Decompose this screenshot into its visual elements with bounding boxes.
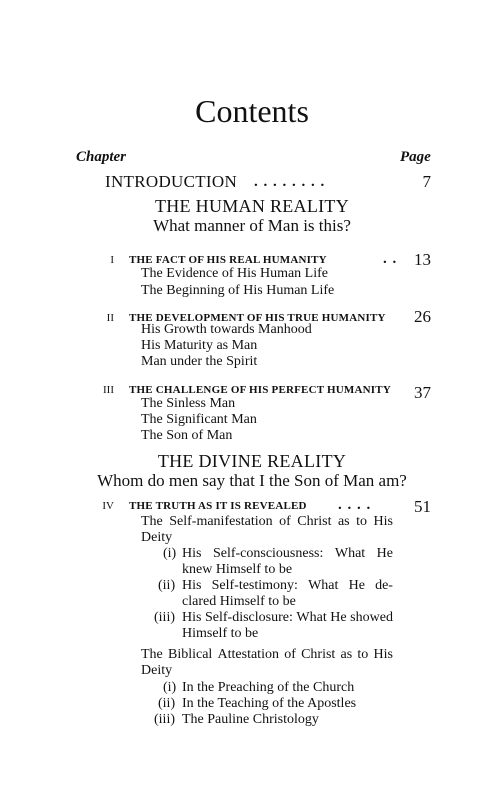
chapter-column-header: Chapter (76, 149, 127, 165)
chapter-title: THE CHALLENGE OF HIS PERFECT HUMANITY (129, 384, 391, 396)
chapter-page-number: 26 (414, 307, 431, 326)
part-subheading-human-reality: What manner of Man is this? (153, 216, 351, 235)
section-entry: His Growth towards Manhood (141, 322, 312, 337)
section-entry: The Self-manifestation of Christ as to His (141, 514, 393, 529)
sub-item-entry: His Self-disclosure: What He showed (182, 610, 393, 625)
item-numeral: (ii) (158, 696, 176, 711)
section-entry: The Beginning of His Human Life (141, 283, 335, 298)
section-entry: His Maturity as Man (141, 338, 258, 353)
page-column-header: Page (400, 149, 431, 165)
chapter-title: THE FACT OF HIS REAL HUMANITY (129, 254, 327, 266)
chapter-numeral: I (110, 254, 114, 266)
sub-item-entry: His Self-consciousness: What He (182, 546, 393, 561)
page-title: Contents (195, 93, 309, 129)
sub-item-continuation: knew Himself to be (182, 562, 293, 577)
section-entry: The Significant Man (141, 412, 257, 427)
chapter-leader-dots: . . . . (338, 497, 372, 513)
chapter-leader-dots: . . (383, 251, 398, 267)
introduction-entry: INTRODUCTION (105, 172, 238, 191)
chapter-numeral: II (106, 312, 114, 324)
introduction-leader-dots: . . . . . . . . (254, 174, 326, 190)
section-entry-continuation: Deity (141, 530, 173, 545)
item-numeral: (i) (163, 546, 177, 561)
item-numeral: (ii) (158, 578, 176, 593)
section-entry: The Biblical Attestation of Christ as to His (141, 647, 393, 662)
sub-item-entry: In the Preaching of the Church (182, 680, 355, 695)
item-numeral: (i) (163, 680, 177, 695)
part-subheading-divine-reality: Whom do men say that I the Son of Man am? (97, 471, 407, 490)
section-entry: The Son of Man (141, 428, 233, 443)
sub-item-entry: His Self-testimony: What He de- (182, 578, 393, 593)
part-heading-human-reality: THE HUMAN REALITY (154, 196, 350, 216)
sub-item-continuation: Himself to be (182, 626, 259, 641)
section-entry: The Evidence of His Human Life (141, 266, 328, 281)
chapter-page-number: 13 (414, 250, 431, 269)
sub-item-entry: The Pauline Christology (182, 712, 319, 727)
introduction-page-number: 7 (422, 172, 431, 191)
chapter-page-number: 51 (414, 497, 431, 516)
section-entry-continuation: Deity (141, 663, 173, 678)
item-numeral: (iii) (154, 712, 175, 727)
section-entry: Man under the Spirit (141, 354, 258, 369)
part-heading-divine-reality: THE DIVINE REALITY (157, 451, 347, 471)
sub-item-continuation: clared Himself to be (182, 594, 296, 609)
chapter-title: THE DEVELOPMENT OF HIS TRUE HUMANITY (129, 312, 386, 324)
chapter-numeral: III (103, 384, 114, 396)
chapter-page-number: 37 (414, 383, 431, 402)
chapter-numeral: IV (102, 500, 114, 512)
chapter-title: THE TRUTH AS IT IS REVEALED (129, 500, 307, 512)
item-numeral: (iii) (154, 610, 175, 625)
sub-item-entry: In the Teaching of the Apostles (182, 696, 357, 711)
section-entry: The Sinless Man (141, 396, 236, 411)
